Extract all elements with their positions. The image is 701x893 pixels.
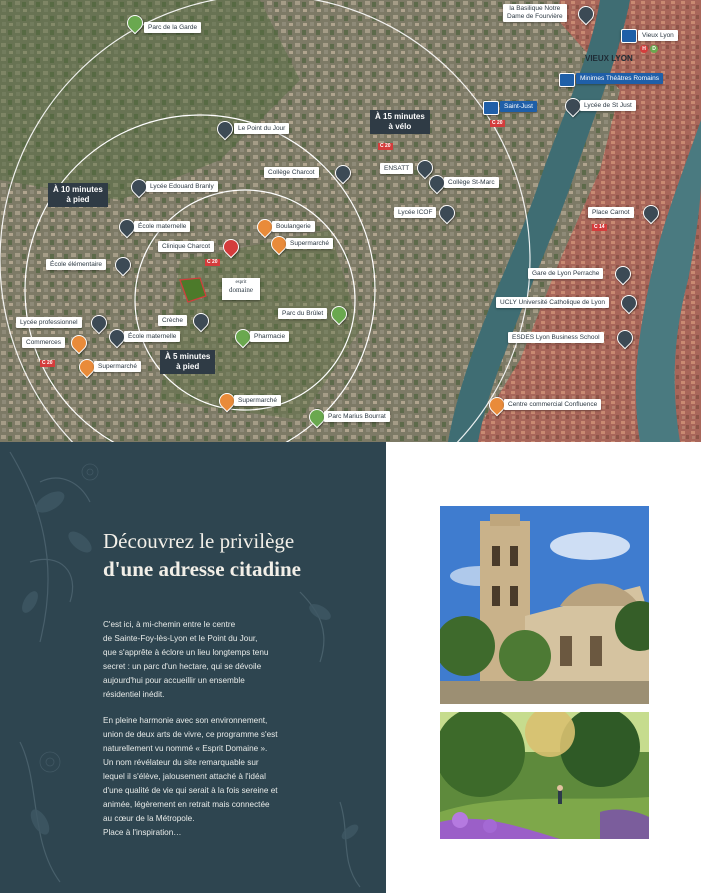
esprit-domaine-logo bbox=[222, 278, 260, 300]
poi-label: Commerces bbox=[22, 337, 65, 348]
title-line-1: Découvrez le privilège bbox=[103, 529, 295, 553]
logo-line1: esprit bbox=[235, 280, 247, 285]
paragraph-line: d'une qualité de vie qui serait à la fois sereine et bbox=[103, 786, 278, 795]
poi-label: Lycée ICOF bbox=[394, 207, 436, 218]
walk-10-line1: À 10 minutes bbox=[53, 185, 103, 194]
poi-label: Parc Marius Bourrat bbox=[324, 411, 390, 422]
paragraph-line: lequel il s'élève, jalousement attaché à l'idéal bbox=[103, 772, 266, 781]
paragraph-line: que s'apprête à éclore un lieu longtemps tenu bbox=[103, 648, 269, 657]
paragraph-line: C'est ici, à mi-chemin entre le centre bbox=[103, 620, 236, 629]
paragraph-line: Un nom révélateur du site remarquable sur bbox=[103, 758, 259, 767]
poi-label: Lycée Edouard Branly bbox=[146, 181, 218, 192]
poi-label: Supermarché bbox=[94, 361, 141, 372]
bus-c14-badge: C 14 bbox=[594, 224, 605, 230]
poi-label: Lycée de St Just bbox=[580, 100, 636, 111]
walk-10-line2: à pied bbox=[66, 195, 90, 204]
bus-c20-badge: C 20 bbox=[380, 143, 391, 149]
paragraph-line: animée, légèrement en retrait mais connectée bbox=[103, 800, 270, 809]
poi-label: Minimes Théâtres Romains bbox=[576, 73, 663, 84]
poi-label: Parc du Brûlet bbox=[278, 308, 327, 319]
bus-c20-badge: C 20 bbox=[492, 120, 503, 126]
poi-label: Boulangerie bbox=[272, 221, 315, 232]
bus-c20-badge: C 20 bbox=[42, 360, 53, 366]
title-line-2: d'une adresse citadine bbox=[103, 557, 301, 581]
logo-line2: domaine bbox=[228, 286, 254, 294]
poi-label: Supermarché bbox=[286, 238, 333, 249]
walk-5-min-badge bbox=[160, 350, 215, 374]
poi-label: ENSATT bbox=[380, 163, 413, 174]
poi-label: UCLY Université Catholique de Lyon bbox=[496, 297, 609, 308]
paragraph-line: naturellement vu nommé « Esprit Domaine ». bbox=[103, 744, 268, 753]
metro-icon bbox=[483, 101, 499, 115]
poi-label: École élémentaire bbox=[46, 259, 106, 270]
paragraph-line: union de deux arts de vivre, ce programme s'est bbox=[103, 730, 278, 739]
poi-label: Gare de Lyon Perrache bbox=[528, 268, 603, 279]
poi-label: Place Carnot bbox=[588, 207, 634, 218]
paragraph-line: aujourd'hui pour accueillir un ensemble bbox=[103, 676, 245, 685]
district-label: VIEUX LYON bbox=[585, 54, 633, 63]
poi-label: École maternelle bbox=[134, 221, 190, 232]
poi-label: Vieux Lyon bbox=[638, 30, 678, 41]
bus-c20-badge: C 20 bbox=[207, 259, 218, 265]
park-photo bbox=[440, 712, 649, 839]
walk-5-line2: à pied bbox=[176, 362, 200, 371]
photo-column bbox=[386, 442, 701, 893]
walk-10-min-badge bbox=[48, 183, 108, 207]
map-background bbox=[0, 0, 701, 442]
paragraph-line: Place à l'inspiration… bbox=[103, 828, 182, 837]
poi-label: Pharmacie bbox=[250, 331, 289, 342]
paragraph-line: résidentiel inédit. bbox=[103, 690, 165, 699]
paragraph-line: de Sainte-Foy-lès-Lyon et le Point du Jour, bbox=[103, 634, 258, 643]
church-photo bbox=[440, 506, 649, 704]
poi-label: École maternelle bbox=[124, 331, 180, 342]
poi-label: Collège Charcot bbox=[264, 167, 319, 178]
text-panel bbox=[0, 442, 386, 893]
walk-5-line1: À 5 minutes bbox=[165, 352, 211, 361]
aerial-map bbox=[0, 0, 701, 442]
bike-15-line1: À 15 minutes bbox=[375, 112, 425, 121]
poi-label: Lycée professionnel bbox=[16, 317, 82, 328]
metro-icon bbox=[621, 29, 637, 43]
poi-label: Crèche bbox=[158, 315, 187, 326]
bike-15-min-badge bbox=[370, 110, 430, 134]
paragraph-details bbox=[103, 714, 318, 840]
poi-label: Le Point du Jour bbox=[234, 123, 289, 134]
metro-line-h: D bbox=[650, 45, 658, 53]
paragraph-line: secret : un parc d'un hectare, qui se dévoile bbox=[103, 662, 262, 671]
poi-label: ESDES Lyon Business School bbox=[508, 332, 604, 343]
bike-15-line2: à vélo bbox=[388, 122, 412, 131]
poi-label: Clinique Charcot bbox=[158, 241, 214, 252]
paragraph-line: au cœur de la Métropole. bbox=[103, 814, 195, 823]
poi-label: Supermarché bbox=[234, 395, 281, 406]
poi-label: Parc de la Garde bbox=[144, 22, 201, 33]
poi-label: Saint-Just bbox=[500, 101, 537, 112]
poi-label: la Basilique Notre Dame de Fourvière bbox=[503, 4, 567, 22]
metro-icon bbox=[559, 73, 575, 87]
lower-section bbox=[0, 442, 701, 893]
paragraph-intro bbox=[103, 618, 318, 702]
paragraph-line: En pleine harmonie avec son environnement, bbox=[103, 716, 268, 725]
poi-label: Collège St-Marc bbox=[444, 177, 499, 188]
metro-line-d: H bbox=[640, 45, 648, 53]
poi-label: Centre commercial Confluence bbox=[504, 399, 601, 410]
